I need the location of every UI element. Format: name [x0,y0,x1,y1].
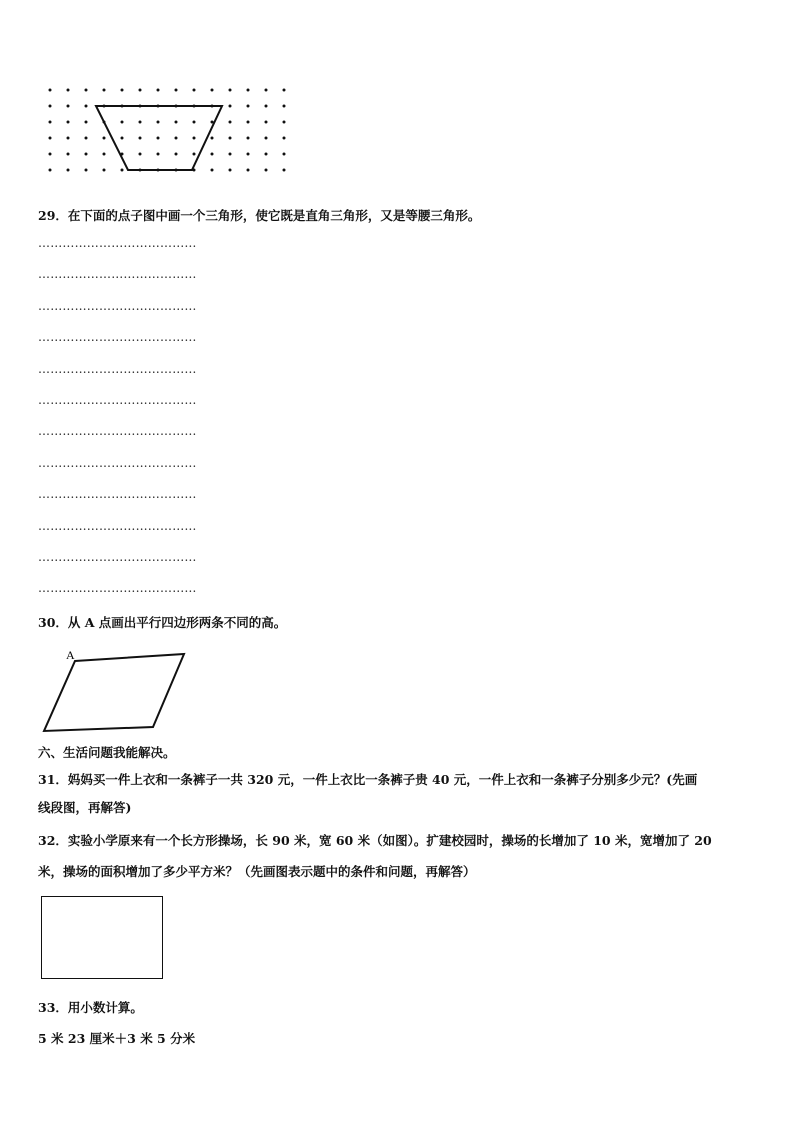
grid-dot [139,153,142,156]
grid-dot [49,121,52,124]
grid-dot [283,137,286,140]
question-32-line-1: 32．实验小学原来有一个长方形操场，长 90 米，宽 60 米（如图）。扩建校园时，操场的长增加了 10 米，宽增加了 20 [38,833,712,848]
grid-dot [49,105,52,108]
grid-dot [229,153,232,156]
grid-dot [229,121,232,124]
grid-dot [67,105,70,108]
grid-dot [265,105,268,108]
grid-dot [85,121,88,124]
grid-dot [211,89,214,92]
answer-dotted-line: ………………………………… [38,267,197,282]
answer-dotted-line: ………………………………… [38,518,197,533]
grid-dot [49,89,52,92]
question-29: 29．在下面的点子图中画一个三角形，使它既是直角三角形，又是等腰三角形。 [38,208,481,223]
grid-dot [175,153,178,156]
question-33: 33．用小数计算。 [38,1000,143,1015]
grid-dot [229,89,232,92]
grid-dot [49,153,52,156]
answer-dotted-line: ………………………………… [38,550,197,564]
grid-dot [283,169,286,172]
answer-dotted-line: ………………………………… [38,236,197,250]
answer-dotted-line: ………………………………… [38,393,197,407]
question-31-line-2: 线段图，再解答) [38,800,132,815]
grid-dot [49,169,52,172]
grid-dot [247,169,250,172]
grid-dot [121,121,124,124]
question-30: 30．从 A 点画出平行四边形两条不同的高。 [38,615,287,630]
vertex-label-a: A [66,648,75,662]
grid-dot [85,89,88,92]
grid-dot [193,137,196,140]
grid-dot [103,169,106,172]
grid-dot [157,153,160,156]
grid-dot [139,137,142,140]
answer-dotted-line: ………………………………… [38,455,197,470]
grid-dot [265,121,268,124]
grid-dot [85,105,88,108]
grid-dot [283,153,286,156]
grid-dot [265,137,268,140]
grid-dot [85,137,88,140]
grid-dot [157,121,160,124]
grid-dot [247,89,250,92]
grid-dot [265,169,268,172]
question-31-line-1: 31．妈妈买一件上衣和一条裤子一共 320 元，一件上衣比一条裤子贵 40 元，一件上衣和一条裤子分别多少元？(先画 [38,772,698,787]
answer-dotted-line: ………………………………… [38,581,197,596]
grid-dot [121,169,124,172]
answer-dotted-line: ………………………………… [38,361,197,376]
grid-dot [247,137,250,140]
grid-dot [175,137,178,140]
grid-dot [229,169,232,172]
grid-dot [157,89,160,92]
grid-dot [103,153,106,156]
grid-dot [283,89,286,92]
grid-dot [193,89,196,92]
grid-dot [175,89,178,92]
grid-dot [193,153,196,156]
grid-dot [103,89,106,92]
grid-dot [211,137,214,140]
grid-dot [265,153,268,156]
grid-dot [139,89,142,92]
grid-dot [265,89,268,92]
grid-dot [85,169,88,172]
parallelogram-figure [38,645,198,740]
grid-dot [175,121,178,124]
answer-dotted-line: ………………………………… [38,487,197,502]
question-32-line-2: 米，操场的面积增加了多少平方米？（先画图表示题中的条件和问题，再解答） [38,864,476,879]
grid-dot [67,89,70,92]
grid-dot [67,121,70,124]
grid-dot [229,105,232,108]
grid-dot [121,89,124,92]
grid-dot [247,153,250,156]
answer-dotted-line: ………………………………… [38,330,197,345]
grid-dot [247,105,250,108]
grid-dot [283,105,286,108]
grid-dot [67,137,70,140]
grid-dot [139,121,142,124]
grid-dot [157,137,160,140]
grid-dot [85,153,88,156]
grid-dot [67,169,70,172]
grid-dot [193,121,196,124]
question-33-expression: 5 米 23 厘米＋3 米 5 分米 [38,1031,196,1046]
trapezoid-dot-grid [40,84,300,194]
grid-dot [211,153,214,156]
section-6-heading: 六、生活问题我能解决。 [38,745,176,760]
grid-dot [229,137,232,140]
grid-dot [211,169,214,172]
parallelogram-shape [44,654,184,731]
grid-dot [103,137,106,140]
grid-dot [49,137,52,140]
answer-dotted-line: ………………………………… [38,424,197,439]
grid-dot [121,137,124,140]
answer-dotted-line: ………………………………… [38,298,197,313]
grid-dot [67,153,70,156]
grid-dot [247,121,250,124]
playground-rectangle [41,896,163,979]
grid-dot [283,121,286,124]
